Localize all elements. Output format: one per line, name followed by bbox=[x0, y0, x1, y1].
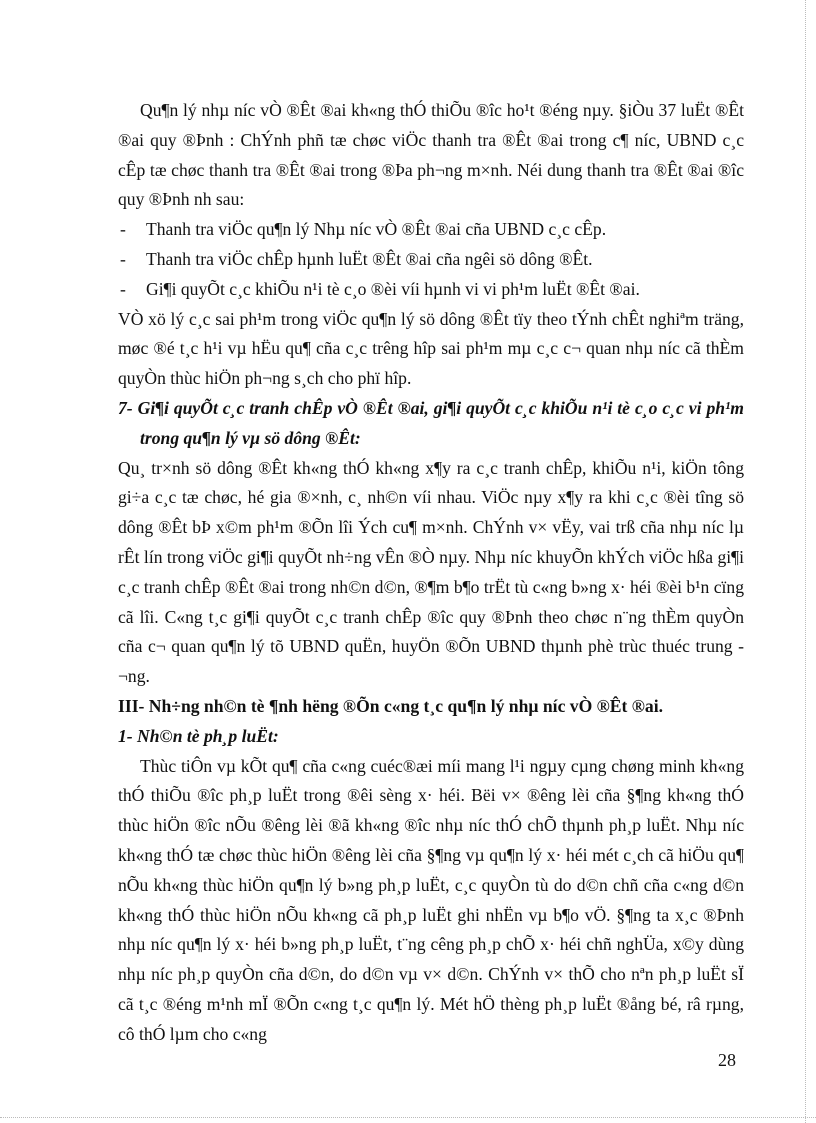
dash-marker: - bbox=[120, 248, 126, 269]
page-number: 28 bbox=[718, 1050, 736, 1070]
paragraph-tranh-chap: Qu¸ tr×nh sö dông ®Êt kh«ng thÓ kh«ng x¶y ra c¸c tranh chÊp, khiÕu n¹i, kiÖn tông gi÷a c¸c tæ chøc, hé gia ®×nh, c¸ nh©n víi nhau. ViÖc nµy x¶y ra khi c¸c ®èi tîng sö dông ®Êt bÞ x©m ph¹m ®Õn lîi Ých cu¶ m×nh. ChÝnh v× vËy, vai trß cña nhµ níc lµ rÊt lín trong viÖc gi¶i quyÕt nh÷ng vÊn ®Ò nµy. Nhµ níc khuyÕn khÝch viÖc hßa gi¶i c¸c tranh chÊp ®Êt ®ai trong nh©n d©n, ®¶m b¶o trËt tù c«ng b»ng x· héi ®èi b¹n cïng cã lîi. C«ng t¸c gi¶i quyÕt c¸c tranh chÊp ®îc quy ®Þnh theo chøc n¨ng thÈm quyÒn cña c¬ quan qu¶n lý tõ UBND quËn, huyÖn ®Õn UBND thµnh phè trùc thuéc trung ¬ng. bbox=[118, 457, 744, 687]
paragraph-xu-ly: VÒ xö lý c¸c sai ph¹m trong viÖc qu¶n lý sö dông ®Êt tïy theo tÝnh chÊt nghiªm träng, møc ®é t¸c h¹i vµ hËu qu¶ cña c¸c trêng hîp sai ph¹m mµ c¸c c¬ quan nhµ níc cã thÈm quyÒn thùc hiÖn ph¬ng s¸ch cho phï hîp. bbox=[118, 308, 744, 389]
list-item-text: Thanh tra viÖc qu¶n lý Nhµ níc vÒ ®Êt ®ai cña UBND c¸c cÊp. bbox=[146, 219, 607, 240]
list-item bbox=[118, 215, 744, 245]
document-page bbox=[118, 96, 744, 1050]
page-right-border bbox=[805, 0, 806, 1123]
dash-marker: - bbox=[120, 219, 126, 240]
paragraph-thanh-tra: Qu¶n lý nhµ níc vÒ ®Êt ®ai kh«ng thÓ thiÕu ®îc ho¹t ®éng nµy. §iÒu 37 luËt ®Êt ®ai quy ®Þnh : ChÝnh phñ tæ chøc viÖc thanh tra ®Êt ®ai trong c¶ níc, UBND c¸c cÊp tæ chøc thanh tra ®Êt ®ai trong ®Þa ph¬ng m×nh. Néi dung thanh tra ®Êt ®ai ®îc quy ®Þnh nh sau: bbox=[118, 100, 744, 210]
section-heading-7: 7- Gi¶i quyÕt c¸c tranh chÊp vÒ ®Êt ®ai, gi¶i quyÕt c¸c khiÕu n¹i tè c¸o c¸c vi ph¹m trong qu¶n lý vµ sö dông ®Êt: bbox=[118, 397, 744, 448]
list-item-text: Gi¶i quyÕt c¸c khiÕu n¹i tè c¸o ®èi víi hµnh vi vi ph¹m luËt ®Êt ®ai. bbox=[146, 278, 640, 299]
section-heading-iii: III- Nh÷ng nh©n tè ¶nh hëng ®Õn c«ng t¸c qu¶n lý nhµ níc vÒ ®Êt ®ai. bbox=[118, 695, 664, 716]
list-item-text: Thanh tra viÖc chÊp hµnh luËt ®Êt ®ai cña ngêi sö dông ®Êt. bbox=[146, 248, 593, 269]
list-item bbox=[118, 245, 744, 275]
paragraph-phap-luat: Thùc tiÔn vµ kÕt qu¶ cña c«ng cuéc®æi míi mang l¹i ngµy cµng chøng minh kh«ng thÓ thiÕu ®îc ph¸p luËt trong ®êi sèng x· héi. Bëi v× ®êng lèi cña §¶ng kh«ng thÓ thùc hiÖn ®îc nÕu ®êng lèi ®ã kh«ng ®îc nhµ níc thÓ chÕ thµnh ph¸p luËt. Nhµ níc kh«ng thÓ tæ chøc thùc hiÖn ®êng lèi cña §¶ng vµ qu¶n lý x· héi mét c¸ch cã hiÖu qu¶ nÕu kh«ng thùc hiÖn qu¶n lý b»ng ph¸p luËt, c¸c quyÒn tù do d©n chñ cña c«ng d©n kh«ng thÓ thùc hiÖn nÕu kh«ng cã ph¸p luËt ghi nhËn vµ b¶o vÖ. §¶ng ta x¸c ®Þnh nhµ níc qu¶n lý x· héi b»ng ph¸p luËt, t¨ng cêng ph¸p chÕ x· héi chñ nghÜa, x©y dùng nhµ níc ph¸p quyÒn cña d©n, do d©n vµ v× d©n. ChÝnh v× thÕ cho nªn ph¸p luËt sÏ cã t¸c ®éng m¹nh mÏ ®Õn c«ng t¸c qu¶n lý. Mét hÖ thèng ph¸p luËt ®ång bé, râ rµng, cô thÓ lµm cho c«ng bbox=[118, 755, 744, 1044]
section-heading-1: 1- Nh©n tè ph¸p luËt: bbox=[118, 725, 279, 746]
page-bottom-border bbox=[0, 1117, 816, 1118]
list-item bbox=[118, 275, 744, 305]
dash-marker: - bbox=[120, 278, 126, 299]
